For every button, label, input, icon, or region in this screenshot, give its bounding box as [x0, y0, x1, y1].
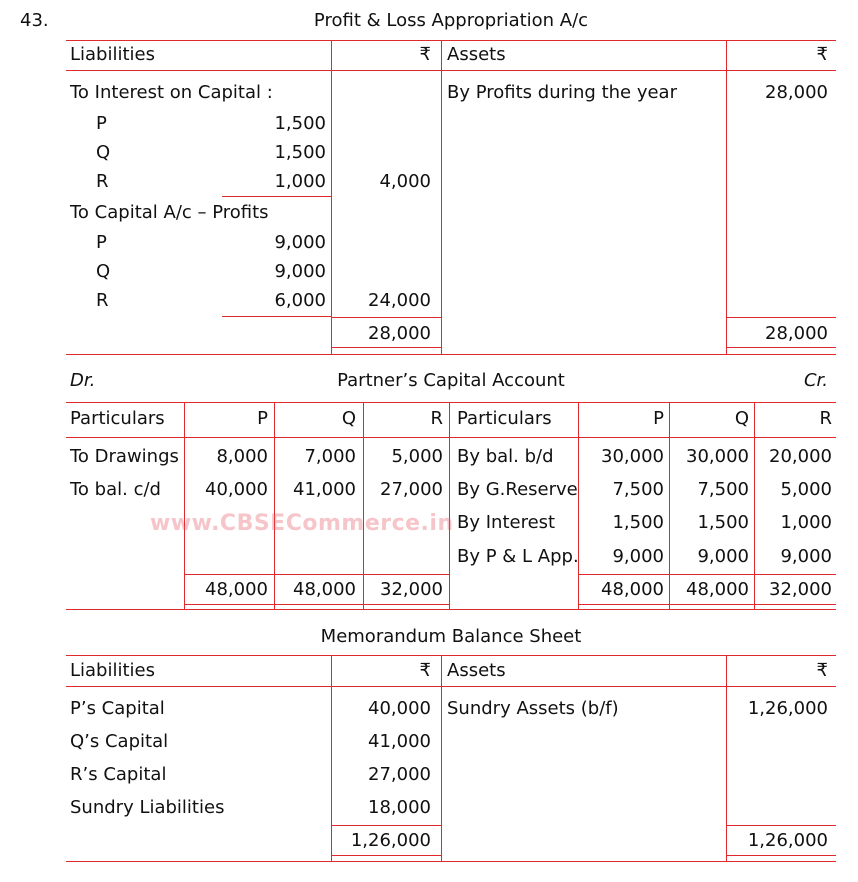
capital-total-right-q: 48,000 — [686, 579, 749, 600]
pl-interest-name: Q — [96, 142, 111, 163]
bs-liability-amount: 41,000 — [368, 731, 431, 752]
capital-credit-p: 9,000 — [612, 546, 664, 567]
bs-liability-amount: 27,000 — [368, 764, 431, 785]
capital-header-q: Q — [734, 408, 749, 429]
pl-header-rule — [66, 70, 836, 71]
capital-header-r: R — [819, 408, 832, 429]
bs-double-rule-right — [726, 855, 836, 856]
capital-credit-label: By Interest — [457, 512, 556, 533]
pl-header-assets: Assets — [447, 44, 506, 65]
capital-title: Partner’s Capital Account — [337, 370, 565, 391]
bs-bottom-rule — [66, 861, 836, 862]
capital-header-r: R — [430, 408, 443, 429]
bs-header-rule — [66, 686, 836, 687]
pl-capital-subtotal-rule — [222, 316, 331, 317]
capital-divider — [449, 402, 450, 609]
capital-credit-p: 7,500 — [612, 479, 664, 500]
pl-double-rule-right — [726, 347, 836, 348]
capital-credit-p: 30,000 — [601, 446, 664, 467]
capital-debit-q: 7,000 — [304, 446, 356, 467]
capital-credit-label: By G.Reserve — [457, 479, 578, 500]
capital-credit-r: 20,000 — [769, 446, 832, 467]
capital-total-rule-left — [184, 574, 449, 575]
bs-liability-label: Sundry Liabilities — [70, 797, 225, 818]
pl-interest-name: P — [96, 113, 107, 134]
capital-total-left-q: 48,000 — [293, 579, 356, 600]
pl-header-rupee-left: ₹ — [419, 44, 431, 65]
capital-credit-r: 9,000 — [780, 546, 832, 567]
capital-divider — [669, 402, 670, 609]
capital-debit-p: 8,000 — [216, 446, 268, 467]
bs-total-rule-right — [726, 825, 836, 826]
capital-header-particulars: Particulars — [457, 408, 552, 429]
bs-total-rule-left — [331, 825, 441, 826]
capital-divider — [184, 402, 185, 609]
capital-debit-label: To bal. c/d — [70, 479, 161, 500]
bs-liability-amount: 18,000 — [368, 797, 431, 818]
bs-liability-label: Q’s Capital — [70, 731, 169, 752]
capital-credit-q: 30,000 — [686, 446, 749, 467]
bs-title: Memorandum Balance Sheet — [320, 626, 582, 647]
pl-divider-2 — [441, 40, 442, 355]
pl-capital-name: P — [96, 232, 107, 253]
capital-credit-q: 7,500 — [697, 479, 749, 500]
capital-top-rule — [66, 402, 836, 403]
pl-interest-name: R — [96, 171, 109, 192]
pl-interest-subtotal-rule — [222, 196, 331, 197]
capital-bottom-rule — [66, 609, 836, 610]
capital-double-rule-left — [184, 604, 449, 605]
capital-credit-q: 1,500 — [697, 512, 749, 533]
capital-header-p: P — [653, 408, 664, 429]
bs-header-rupee-right: ₹ — [816, 660, 828, 681]
bs-liability-label: R’s Capital — [70, 764, 167, 785]
pl-capital-amount: 9,000 — [274, 232, 326, 253]
pl-double-rule-left — [331, 347, 441, 348]
capital-debit-p: 40,000 — [205, 479, 268, 500]
capital-header-rule — [66, 437, 836, 438]
pl-interest-label: To Interest on Capital : — [70, 82, 273, 103]
watermark-text: www.CBSECommerce.in — [150, 511, 454, 536]
capital-credit-r: 5,000 — [780, 479, 832, 500]
capital-total-left-r: 32,000 — [380, 579, 443, 600]
bs-header-assets: Assets — [447, 660, 506, 681]
pl-capital-total: 24,000 — [368, 290, 431, 311]
bs-asset-label: Sundry Assets (b/f) — [447, 698, 619, 719]
pl-total-right: 28,000 — [765, 323, 828, 344]
question-number: 43. — [20, 10, 49, 31]
bs-total-right: 1,26,000 — [747, 830, 828, 851]
capital-debit-r: 27,000 — [380, 479, 443, 500]
capital-credit-r: 1,000 — [780, 512, 832, 533]
capital-header-q: Q — [341, 408, 356, 429]
pl-capital-name: R — [96, 290, 109, 311]
capital-header-particulars: Particulars — [70, 408, 165, 429]
bs-liability-label: P’s Capital — [70, 698, 165, 719]
pl-total-left: 28,000 — [368, 323, 431, 344]
bs-total-left: 1,26,000 — [350, 830, 431, 851]
capital-divider — [754, 402, 755, 609]
capital-debit-r: 5,000 — [391, 446, 443, 467]
pl-bottom-rule — [66, 354, 836, 355]
capital-credit-p: 1,500 — [612, 512, 664, 533]
bs-double-rule-left — [331, 855, 441, 856]
pl-capital-amount: 9,000 — [274, 261, 326, 282]
pl-total-rule-left — [331, 317, 441, 318]
pl-interest-amount: 1,500 — [274, 113, 326, 134]
capital-divider — [274, 402, 275, 609]
pl-top-rule — [66, 40, 836, 41]
capital-total-right-r: 32,000 — [769, 579, 832, 600]
pl-title: Profit & Loss Appropriation A/c — [313, 10, 589, 31]
capital-total-rule-right — [578, 574, 836, 575]
bs-liability-amount: 40,000 — [368, 698, 431, 719]
capital-dr-label: Dr. — [70, 370, 96, 391]
bs-header-liabilities: Liabilities — [70, 660, 155, 681]
pl-interest-amount: 1,000 — [274, 171, 326, 192]
capital-credit-q: 9,000 — [697, 546, 749, 567]
bs-divider-2 — [441, 655, 442, 861]
pl-credit-label: By Profits during the year — [447, 82, 677, 103]
capital-credit-label: By bal. b/d — [457, 446, 554, 467]
pl-capital-amount: 6,000 — [274, 290, 326, 311]
capital-header-p: P — [257, 408, 268, 429]
capital-total-left-p: 48,000 — [205, 579, 268, 600]
bs-header-rupee-left: ₹ — [419, 660, 431, 681]
pl-capital-label: To Capital A/c – Profits — [70, 202, 269, 223]
bs-asset-amount: 1,26,000 — [747, 698, 828, 719]
pl-interest-amount: 1,500 — [274, 142, 326, 163]
capital-double-rule-right — [578, 604, 836, 605]
capital-divider — [578, 402, 579, 609]
capital-total-right-p: 48,000 — [601, 579, 664, 600]
pl-header-liabilities: Liabilities — [70, 44, 155, 65]
pl-credit-amount: 28,000 — [765, 82, 828, 103]
pl-capital-name: Q — [96, 261, 111, 282]
capital-debit-label: To Drawings — [70, 446, 179, 467]
capital-credit-label: By P & L App. — [457, 546, 579, 567]
pl-interest-total: 4,000 — [379, 171, 431, 192]
capital-cr-label: Cr. — [803, 370, 828, 391]
pl-total-rule-right — [726, 317, 836, 318]
capital-divider — [363, 402, 364, 609]
capital-debit-q: 41,000 — [293, 479, 356, 500]
pl-header-rupee-right: ₹ — [816, 44, 828, 65]
bs-top-rule — [66, 655, 836, 656]
